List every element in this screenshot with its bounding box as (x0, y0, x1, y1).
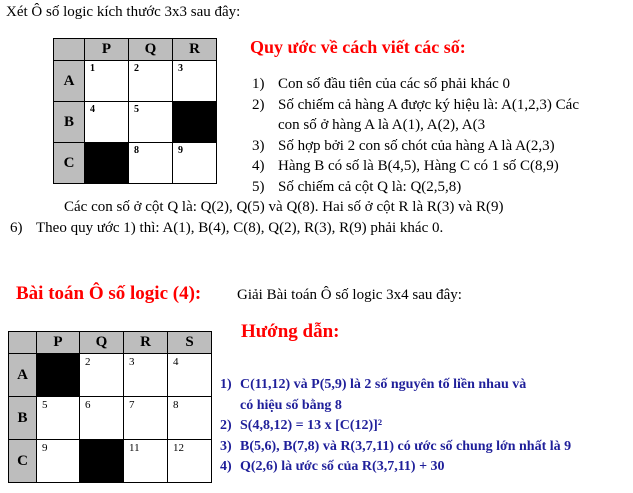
grid1-cell (173, 61, 217, 102)
hint-text: B(5,6), B(7,8) và R(3,7,11) có ước số chung lớn nhất là 9 (240, 438, 572, 454)
hint-item (220, 396, 571, 417)
guide-title: Hướng dẫn: (241, 321, 340, 342)
hint-number: 2) (220, 418, 232, 433)
grid2-cell (124, 354, 168, 397)
grid2-col-header: P (37, 332, 80, 354)
grid1-black-cell (85, 143, 129, 184)
rule-text: Số chiếm cả cột Q là: Q(2,5,8) (278, 178, 462, 195)
grid1-cell (129, 102, 173, 143)
hint-item (220, 457, 571, 478)
rule-item (252, 115, 579, 136)
rule-number: 3) (252, 137, 265, 154)
rule-text: Hàng B có số là B(4,5), Hàng C có 1 số C(8,9) (278, 158, 559, 174)
cell-number: 7 (129, 399, 135, 411)
grid2-cell (80, 354, 124, 397)
rule-number: 5) (252, 178, 265, 195)
rule-item (252, 156, 579, 177)
hint-text: C(11,12) và P(5,9) là 2 số nguyên tố liền nhau và (240, 377, 527, 392)
rule-text: Con số đầu tiên của các số phải khác 0 (278, 76, 511, 92)
cell-number: 11 (129, 442, 140, 454)
grid2-col-header: R (124, 332, 168, 354)
logic-grid-3x4 (8, 331, 212, 483)
rule-number: 1) (252, 76, 265, 92)
grid1-cell (85, 102, 129, 143)
grid2-cell (80, 397, 124, 440)
grid2-cell (168, 397, 212, 440)
grid1-row-header: A (54, 61, 85, 102)
hint-item (220, 416, 571, 437)
grid1-col-header: Q (129, 39, 173, 61)
grid1-cell (173, 143, 217, 184)
grid2-black-cell (37, 354, 80, 397)
cell-number: 5 (134, 104, 139, 115)
problem-subtitle: Giải Bài toán Ô số logic 3x4 sau đây: (237, 287, 462, 303)
cell-number: 4 (90, 104, 95, 115)
rule-number: 2) (252, 96, 265, 113)
cell-number: 2 (134, 63, 139, 74)
problem-title: Bài toán Ô số logic (4): (16, 283, 202, 304)
rule-item (252, 74, 579, 95)
grid1-col-header: P (85, 39, 129, 61)
hint-number: 1) (220, 377, 232, 392)
cell-number: 4 (173, 356, 179, 368)
note-line: Các con số ở cột Q là: Q(2), Q(5) và Q(8). Hai số ở cột R là R(3) và R(9) (64, 199, 504, 215)
cell-number: 12 (173, 442, 184, 454)
hints-list (220, 375, 571, 478)
cell-number: 8 (173, 399, 179, 411)
rule-item (252, 95, 579, 116)
rule-item (252, 177, 579, 198)
hint-item (220, 375, 571, 396)
grid1-row-header: C (54, 143, 85, 184)
grid1-cell (129, 61, 173, 102)
grid2-cell (168, 354, 212, 397)
grid1-black-cell (173, 102, 217, 143)
hint-number: 3) (220, 438, 232, 454)
rule-6 (10, 220, 443, 237)
rule-item (252, 136, 579, 157)
grid2-cell (37, 440, 80, 483)
intro-text: Xét Ô số logic kích thước 3x3 sau đây: (6, 4, 241, 20)
cell-number: 6 (85, 399, 91, 411)
cell-number: 9 (42, 442, 48, 454)
rules-title: Quy ước về cách viết các số: (250, 37, 466, 57)
cell-number: 2 (85, 356, 91, 368)
hint-text: có hiệu số bằng 8 (240, 397, 342, 413)
hint-item (220, 437, 571, 458)
grid2-cell (124, 397, 168, 440)
grid2-col-header: Q (80, 332, 124, 354)
cell-number: 3 (129, 356, 135, 368)
cell-number: 5 (42, 399, 48, 411)
cell-number: 1 (90, 63, 95, 74)
grid2-corner (9, 332, 37, 354)
rules-list (252, 74, 579, 197)
rule-text: Số hợp bởi 2 con số chót của hàng A là A(2,3) (278, 137, 555, 154)
rule-number: 6) (10, 220, 23, 236)
grid2-col-header: S (168, 332, 212, 354)
logic-grid-3x3 (53, 38, 217, 184)
grid1-corner (54, 39, 85, 61)
cell-number: 9 (178, 145, 183, 156)
cell-number: 8 (134, 145, 139, 156)
hint-number: 4) (220, 459, 232, 474)
rule-number: 4) (252, 158, 265, 174)
grid2-cell (124, 440, 168, 483)
rule-text: con số ở hàng A là A(1), A(2), A(3 (278, 117, 486, 133)
grid1-cell (129, 143, 173, 184)
grid2-black-cell (80, 440, 124, 483)
rule-text: Số chiếm cả hàng A được ký hiệu là: A(1,2,3) Các (278, 96, 579, 113)
hint-text: S(4,8,12) = 13 x [C(12)]² (240, 418, 383, 433)
grid1-cell (85, 61, 129, 102)
grid1-row-header: B (54, 102, 85, 143)
grid2-cell (37, 397, 80, 440)
grid2-cell (168, 440, 212, 483)
grid1-col-header: R (173, 39, 217, 61)
hint-text: Q(2,6) là ước số của R(3,7,11) + 30 (240, 459, 445, 474)
grid2-row-header: C (9, 440, 37, 483)
rule-text: Theo quy ước 1) thì: A(1), B(4), C(8), Q(2), R(3), R(9) phải khác 0. (36, 220, 444, 236)
cell-number: 3 (178, 63, 183, 74)
grid2-row-header: B (9, 397, 37, 440)
grid2-row-header: A (9, 354, 37, 397)
